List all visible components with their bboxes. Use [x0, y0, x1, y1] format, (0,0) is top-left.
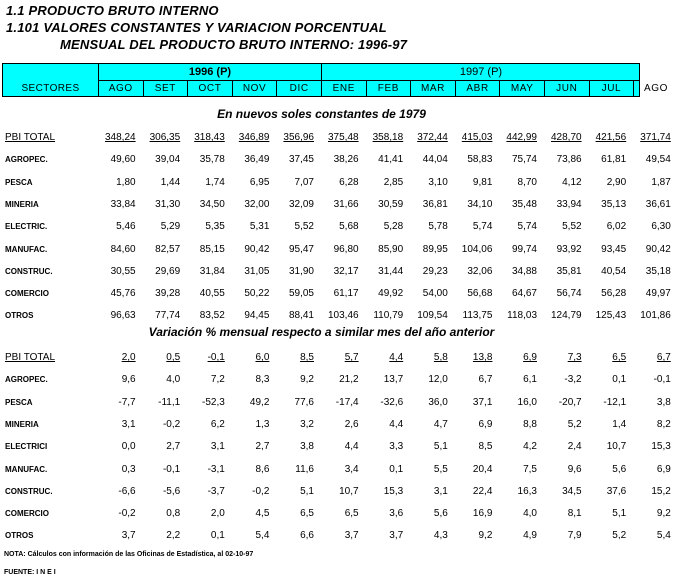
table-cell: -0,1 — [207, 352, 225, 363]
table-cell: 13,8 — [472, 352, 493, 363]
sectores-header: SECTORES — [21, 83, 80, 94]
table-cell: -3,2 — [564, 374, 582, 386]
month-header-ene-5: ENE — [332, 83, 355, 94]
table-cell: 125,43 — [595, 310, 627, 322]
table-cell: 32,17 — [333, 265, 359, 277]
row-label: MANUFAC. — [5, 244, 48, 254]
row-label: CONSTRUC. — [5, 486, 53, 496]
table-cell: 346,89 — [238, 132, 270, 143]
table-cell: 5,6 — [612, 463, 627, 475]
table-cell: 6,5 — [344, 508, 359, 520]
month-header-may-9: MAY — [510, 83, 534, 94]
table-cell: 109,54 — [417, 310, 448, 322]
table-cell: 8,3 — [255, 374, 270, 386]
table-row — [0, 463, 671, 477]
table-row — [0, 418, 671, 432]
table-cell: 93,45 — [601, 243, 627, 255]
table-cell: 15,3 — [651, 441, 671, 453]
table-cell: 73,86 — [556, 154, 582, 166]
table-cell: 38,26 — [333, 154, 359, 166]
table-cell: 5,68 — [339, 221, 359, 233]
table-row — [0, 220, 671, 234]
table-cell: 7,5 — [523, 463, 537, 475]
table-row — [0, 351, 671, 365]
table-cell: 8,1 — [567, 508, 582, 520]
table-cell: 4,12 — [562, 176, 582, 188]
table-cell: 6,95 — [249, 176, 270, 188]
table-cell: 2,6 — [344, 418, 359, 430]
table-row — [0, 529, 671, 543]
table-cell: 1,74 — [205, 176, 225, 188]
table-cell: 6,9 — [523, 352, 537, 363]
table-cell: 22,4 — [472, 485, 493, 497]
table-cell: 3,7 — [389, 530, 404, 542]
table-cell: 5,46 — [116, 221, 136, 233]
table-cell: 64,67 — [511, 288, 537, 300]
table-cell: 5,74 — [472, 221, 493, 233]
table-cell: 82,57 — [155, 243, 181, 255]
table-cell: 49,2 — [249, 396, 270, 408]
table-cell: -3,1 — [207, 463, 225, 475]
table-cell: 36,81 — [422, 198, 448, 210]
table-cell: 5,6 — [433, 508, 448, 520]
table-cell: 1,80 — [116, 176, 136, 188]
table-cell: 54,00 — [422, 288, 448, 300]
table-cell: 40,55 — [199, 288, 225, 300]
table-cell: 30,59 — [378, 198, 404, 210]
table-cell: 16,3 — [517, 485, 537, 497]
table-cell: 75,74 — [511, 154, 537, 166]
table-cell: 415,03 — [461, 132, 493, 143]
table-cell: 9,81 — [472, 176, 493, 188]
table-cell: 7,07 — [294, 176, 314, 188]
table-cell: 8,5 — [478, 441, 493, 453]
table-cell: -0,2 — [118, 508, 136, 520]
table-cell: 0,0 — [121, 441, 136, 453]
row-label: CONSTRUC. — [5, 266, 53, 276]
row-label: COMERCIO — [5, 509, 49, 519]
table-cell: 5,35 — [205, 221, 225, 233]
table-cell: -6,6 — [118, 485, 136, 497]
table-cell: 421,56 — [595, 132, 627, 143]
table-cell: 34,10 — [467, 198, 493, 210]
table-cell: 31,05 — [244, 265, 270, 277]
table-cell: 35,81 — [556, 265, 582, 277]
row-label: MANUFAC. — [5, 464, 48, 474]
table-cell: 33,94 — [556, 198, 582, 210]
table-cell: 35,13 — [601, 198, 627, 210]
table-cell: 9,2 — [656, 508, 671, 520]
month-header-feb-6: FEB — [377, 83, 400, 94]
table-cell: 6,6 — [300, 530, 314, 542]
table-cell: 45,76 — [110, 288, 136, 300]
table-cell: 89,95 — [422, 243, 448, 255]
table-row — [0, 309, 671, 323]
table-cell: 6,7 — [656, 352, 671, 363]
table-cell: 3,2 — [300, 418, 314, 430]
table-cell: 16,9 — [472, 508, 493, 520]
month-header-ago-12: AGO — [643, 83, 668, 94]
table-cell: 49,92 — [378, 288, 404, 300]
table-cell: 37,6 — [606, 485, 627, 497]
table-cell: 0,1 — [389, 463, 404, 475]
table-cell: 32,09 — [288, 198, 314, 210]
table-cell: 5,2 — [567, 418, 582, 430]
table-cell: -11,1 — [158, 396, 181, 408]
table-cell: 6,5 — [612, 352, 627, 363]
table-cell: 58,83 — [467, 154, 493, 166]
row-label: MINERIA — [5, 419, 39, 429]
table-cell: 372,44 — [417, 132, 448, 143]
table-cell: -32,6 — [380, 396, 404, 408]
row-label: PBI TOTAL — [5, 352, 56, 363]
table-cell: 2,7 — [255, 441, 270, 453]
section1-title: En nuevos soles constantes de 1979 — [217, 107, 426, 121]
table-cell: 10,7 — [606, 441, 627, 453]
row-label: ELECTRIC. — [5, 222, 48, 232]
table-cell: -12,1 — [603, 396, 627, 408]
table-cell: 11,6 — [295, 463, 314, 475]
table-cell: 0,8 — [166, 508, 181, 520]
month-header-abr-8: ABR — [466, 83, 489, 94]
table-cell: 34,50 — [199, 198, 225, 210]
table-cell: 5,1 — [300, 485, 314, 497]
table-cell: 3,1 — [210, 441, 225, 453]
table-cell: 1,87 — [651, 176, 671, 188]
table-cell: -52,3 — [202, 396, 225, 408]
table-cell: 7,3 — [567, 352, 582, 363]
table-cell: 31,90 — [288, 265, 314, 277]
report-title — [6, 2, 407, 53]
table-cell: -7,7 — [118, 396, 136, 408]
month-header-jun-10: JUN — [556, 83, 578, 94]
row-label: PESCA — [5, 397, 33, 407]
table-cell: 37,45 — [288, 154, 314, 166]
table-cell: 93,92 — [556, 243, 582, 255]
table-cell: 12,0 — [428, 374, 448, 386]
table-row — [0, 373, 671, 387]
table-cell: 3,3 — [389, 441, 404, 453]
table-cell: 3,1 — [433, 485, 448, 497]
table-cell: 5,78 — [428, 221, 448, 233]
table-cell: 34,5 — [562, 485, 582, 497]
table-cell: 31,84 — [199, 265, 225, 277]
row-label: AGROPEC. — [5, 375, 48, 385]
table-cell: 0,1 — [210, 530, 225, 542]
table-cell: 36,0 — [428, 396, 448, 408]
table-row — [0, 485, 671, 499]
table-cell: 88,41 — [288, 310, 314, 322]
table-cell: 375,48 — [328, 132, 359, 143]
table-cell: 1,4 — [612, 418, 627, 430]
table-row — [0, 507, 671, 521]
table-cell: 31,30 — [155, 198, 181, 210]
month-header-mar-7: MAR — [420, 83, 445, 94]
table-cell: 101,86 — [640, 310, 671, 322]
table-cell: 6,5 — [300, 508, 314, 520]
table-cell: 2,4 — [567, 441, 582, 453]
table-cell: 3,1 — [121, 418, 136, 430]
table-cell: -0,1 — [162, 463, 181, 475]
table-cell: 29,23 — [422, 265, 448, 277]
table-cell: 6,9 — [656, 463, 671, 475]
table-cell: 8,70 — [517, 176, 537, 188]
table-cell: 5,2 — [612, 530, 627, 542]
table-cell: -0,2 — [252, 485, 270, 497]
table-cell: 5,29 — [160, 221, 181, 233]
table-cell: 3,10 — [428, 176, 448, 188]
year-1997-label: 1997 (P) — [459, 66, 503, 78]
table-cell: 428,70 — [551, 132, 582, 143]
table-cell: 9,2 — [300, 374, 314, 386]
table-cell: 5,52 — [562, 221, 582, 233]
table-cell: -5,6 — [162, 485, 181, 497]
table-cell: 5,28 — [383, 221, 404, 233]
table-cell: 2,0 — [210, 508, 225, 520]
table-cell: 4,5 — [255, 508, 270, 520]
table-row — [0, 287, 671, 301]
table-cell: 5,1 — [612, 508, 627, 520]
table-cell: 8,6 — [255, 463, 270, 475]
table-row — [0, 265, 671, 279]
table-cell: 35,78 — [199, 154, 225, 166]
title-line-2: 1.101 VALORES CONSTANTES Y VARIACION PORCENTUAL — [6, 20, 387, 35]
table-cell: 104,06 — [461, 243, 493, 255]
table-cell: 442,99 — [506, 132, 537, 143]
table-cell: 318,43 — [194, 132, 225, 143]
table-cell: 32,06 — [467, 265, 493, 277]
row-label: MINERIA — [5, 199, 39, 209]
table-cell: 4,9 — [523, 530, 537, 542]
table-cell: 4,0 — [523, 508, 537, 520]
table-cell: 356,96 — [283, 132, 314, 143]
table-cell: 4,2 — [523, 441, 537, 453]
year-1996-label: 1996 (P) — [188, 66, 232, 78]
table-cell: 29,69 — [155, 265, 181, 277]
table-cell: 7,9 — [567, 530, 582, 542]
table-cell: -3,7 — [207, 485, 225, 497]
table-cell: 36,49 — [244, 154, 270, 166]
table-cell: 8,5 — [300, 352, 314, 363]
table-cell: 3,8 — [656, 396, 671, 408]
table-cell: 20,4 — [472, 463, 493, 475]
fuente-text: FUENTE: I N E I — [4, 569, 56, 576]
table-cell: 94,45 — [244, 310, 270, 322]
table-cell: 3,4 — [344, 463, 359, 475]
table-cell: 3,7 — [344, 530, 359, 542]
table-row — [0, 243, 671, 257]
table-cell: 90,42 — [645, 243, 671, 255]
table-cell: 50,22 — [244, 288, 270, 300]
table-cell: 9,2 — [478, 530, 493, 542]
table-cell: 4,4 — [344, 441, 359, 453]
table-cell: 35,18 — [645, 265, 671, 277]
table-cell: 56,68 — [467, 288, 493, 300]
table-cell: 6,0 — [255, 352, 270, 363]
table-cell: 39,28 — [155, 288, 181, 300]
table-row — [0, 153, 671, 167]
table-cell: 5,52 — [294, 221, 314, 233]
table-cell: 39,04 — [155, 154, 181, 166]
table-cell: 33,84 — [110, 198, 136, 210]
table-cell: 44,04 — [422, 154, 448, 166]
table-cell: 84,60 — [110, 243, 136, 255]
table-cell: 1,44 — [160, 176, 181, 188]
table-cell: 5,4 — [656, 530, 671, 542]
table-cell: 4,4 — [389, 352, 404, 363]
table-cell: 6,30 — [651, 221, 671, 233]
table-cell: 6,28 — [339, 176, 359, 188]
table-cell: 5,5 — [433, 463, 448, 475]
table-cell: 0,3 — [121, 463, 136, 475]
table-cell: 99,74 — [511, 243, 537, 255]
table-cell: 21,2 — [339, 374, 359, 386]
table-cell: 9,6 — [567, 463, 582, 475]
table-cell: 0,1 — [612, 374, 627, 386]
table-cell: -20,7 — [558, 396, 582, 408]
table-cell: 8,8 — [523, 418, 537, 430]
table-row — [0, 396, 671, 410]
nota-text: NOTA: Cálculos con información de las Oficinas de Estadística, al 02-10-97 — [4, 551, 254, 558]
table-cell: 31,44 — [378, 265, 404, 277]
table-cell: 49,60 — [110, 154, 136, 166]
month-header-set-1: SET — [154, 83, 177, 94]
table-cell: 371,74 — [640, 132, 671, 143]
table-cell: 9,6 — [121, 374, 136, 386]
header-divider — [99, 80, 639, 81]
table-cell: 8,2 — [656, 418, 671, 430]
table-cell: 3,8 — [300, 441, 314, 453]
table-cell: 85,90 — [378, 243, 404, 255]
table-cell: -17,4 — [335, 396, 359, 408]
table-cell: 103,46 — [328, 310, 359, 322]
table-cell: 2,7 — [166, 441, 181, 453]
table-cell: 110,79 — [373, 310, 404, 322]
month-header-jul-11: JUL — [601, 83, 622, 94]
table-cell: 3,7 — [121, 530, 136, 542]
table-cell: 34,88 — [511, 265, 537, 277]
table-cell: 10,7 — [339, 485, 359, 497]
table-cell: 77,74 — [155, 310, 181, 322]
table-cell: 118,03 — [507, 310, 537, 322]
table-cell: 4,4 — [389, 418, 404, 430]
row-label: PESCA — [5, 177, 33, 187]
table-cell: 96,80 — [333, 243, 359, 255]
table-cell: 56,74 — [556, 288, 582, 300]
table-cell: 6,9 — [478, 418, 493, 430]
table-cell: 90,42 — [244, 243, 270, 255]
table-cell: 56,28 — [601, 288, 627, 300]
month-header-nov-3: NOV — [242, 83, 267, 94]
table-cell: 5,1 — [433, 441, 448, 453]
table-row — [0, 198, 671, 212]
row-label: OTROS — [5, 531, 34, 541]
table-cell: 6,2 — [210, 418, 225, 430]
table-cell: 15,3 — [383, 485, 404, 497]
table-cell: 4,7 — [433, 418, 448, 430]
table-cell: -0,2 — [162, 418, 181, 430]
table-cell: 77,6 — [294, 396, 314, 408]
row-label: AGROPEC. — [5, 155, 48, 165]
table-cell: 6,7 — [478, 374, 493, 386]
row-label: ELECTRICI — [5, 442, 48, 452]
table-cell: 16,0 — [517, 396, 537, 408]
month-header-oct-2: OCT — [198, 83, 222, 94]
title-line-1: 1.1 PRODUCTO BRUTO INTERNO — [6, 3, 219, 18]
table-cell: 61,81 — [601, 154, 627, 166]
table-cell: 2,90 — [606, 176, 627, 188]
table-cell: -0,1 — [653, 374, 671, 386]
table-cell: 3,6 — [389, 508, 404, 520]
table-cell: 32,00 — [244, 198, 270, 210]
table-row — [0, 176, 671, 190]
table-row — [0, 440, 671, 454]
table-cell: 124,79 — [551, 310, 582, 322]
table-cell: 6,1 — [523, 374, 537, 386]
table-cell: 5,74 — [517, 221, 537, 233]
table-cell: 37,1 — [472, 396, 493, 408]
table-cell: 49,97 — [645, 288, 671, 300]
table-cell: 4,3 — [433, 530, 448, 542]
table-cell: 5,31 — [249, 221, 270, 233]
table-cell: 96,63 — [110, 310, 136, 322]
table-cell: 85,15 — [199, 243, 225, 255]
table-cell: 2,2 — [166, 530, 181, 542]
table-cell: 4,0 — [166, 374, 181, 386]
table-cell: 83,52 — [199, 310, 225, 322]
table-cell: 2,0 — [121, 352, 136, 363]
table-cell: 2,85 — [383, 176, 404, 188]
section2-title: Variación % mensual respecto a similar mes del año anterior — [148, 325, 495, 339]
row-label: COMERCIO — [5, 289, 49, 299]
table-cell: 7,2 — [210, 374, 225, 386]
table-cell: 5,4 — [255, 530, 270, 542]
row-label: PBI TOTAL — [5, 132, 56, 143]
table-cell: 358,18 — [372, 132, 404, 143]
table-cell: 306,35 — [149, 132, 181, 143]
table-cell: 30,55 — [110, 265, 136, 277]
table-cell: 59,05 — [288, 288, 314, 300]
table-cell: 5,7 — [344, 352, 359, 363]
table-cell: 49,54 — [645, 154, 671, 166]
table-cell: 40,54 — [601, 265, 627, 277]
table-cell: 1,3 — [255, 418, 270, 430]
table-cell: 0,5 — [166, 352, 181, 363]
month-header-ago-0: AGO — [108, 83, 133, 94]
table-cell: 61,17 — [333, 288, 359, 300]
table-cell: 35,48 — [511, 198, 537, 210]
title-line-3: MENSUAL DEL PRODUCTO BRUTO INTERNO: 1996-97 — [60, 37, 408, 52]
month-header-dic-4: DIC — [289, 83, 309, 94]
table-cell: 13,7 — [383, 374, 404, 386]
table-cell: 348,24 — [105, 132, 136, 143]
table-cell: 31,66 — [333, 198, 359, 210]
table-header — [2, 63, 668, 97]
table-cell: 113,75 — [462, 310, 493, 322]
table-row — [0, 131, 671, 145]
table-cell: 36,61 — [645, 198, 671, 210]
table-cell: 6,02 — [606, 221, 627, 233]
table-cell: 15,2 — [651, 485, 671, 497]
table-cell: 95,47 — [288, 243, 314, 255]
table-cell: 5,8 — [433, 352, 448, 363]
table-cell: 41,41 — [378, 154, 404, 166]
row-label: OTROS — [5, 311, 34, 321]
